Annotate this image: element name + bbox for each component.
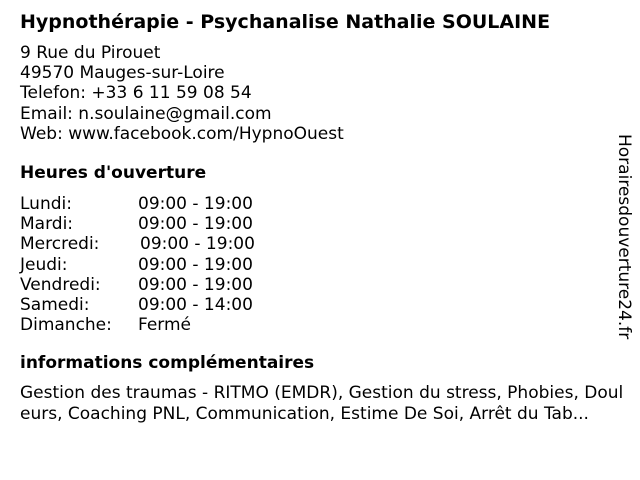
website: Web: www.facebook.com/HypnoOuest — [20, 123, 344, 144]
time-range: 09:00 - 19:00 — [138, 274, 253, 295]
contact-block — [20, 43, 344, 144]
time-range: 09:00 - 19:00 — [140, 234, 255, 255]
day-label: Dimanche: — [20, 315, 112, 336]
day-label: Vendredi: — [20, 274, 101, 295]
day-label: Samedi: — [20, 294, 90, 315]
email-address: Email: n.soulaine@gmail.com — [20, 103, 272, 124]
phone-number: Telefon: +33 6 11 59 08 54 — [20, 83, 252, 104]
time-range: 09:00 - 19:00 — [138, 214, 253, 235]
time-range: Fermé — [138, 315, 192, 336]
city-address: 49570 Mauges-sur-Loire — [20, 63, 225, 84]
time-range: 09:00 - 19:00 — [138, 254, 253, 275]
info-heading: informations complémentaires — [20, 353, 315, 373]
info-text: Gestion des traumas - RITMO (EMDR), Gestion du stress, Phobies, Douleurs, Coaching PNL, Communication, Estime De Soi, Arrêt du Tab... — [20, 383, 624, 424]
day-label: Mercredi: — [20, 234, 100, 255]
time-range: 09:00 - 19:00 — [138, 194, 253, 214]
day-label: Lundi: — [20, 194, 72, 214]
time-range: 09:00 - 14:00 — [138, 294, 253, 315]
site-watermark: Horairesdouverture24.fr — [614, 134, 634, 340]
business-title: Hypnothérapie - Psychanalise Nathalie SOULAINE — [20, 11, 551, 33]
day-label: Mardi: — [20, 214, 74, 235]
street-address: 9 Rue du Pirouet — [20, 43, 161, 63]
hours-heading: Heures d'ouverture — [20, 163, 207, 183]
day-label: Jeudi: — [20, 254, 68, 275]
